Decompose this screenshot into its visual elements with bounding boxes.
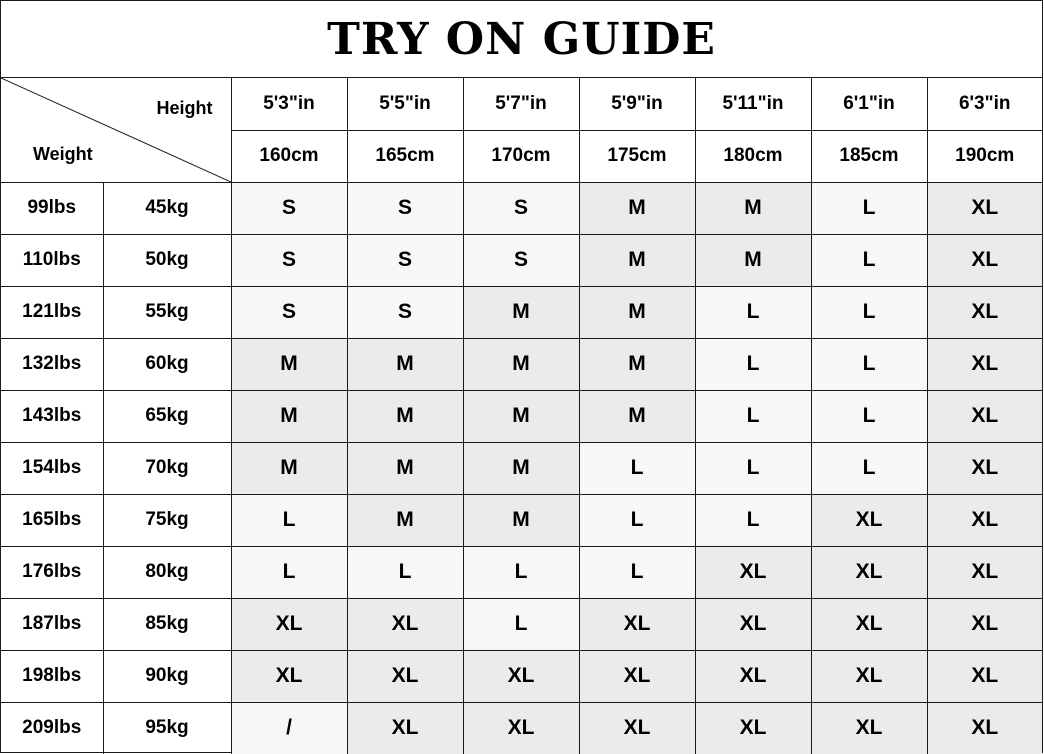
size-cell: L xyxy=(695,286,811,338)
size-cell: XL xyxy=(811,546,927,598)
size-cell: L xyxy=(579,546,695,598)
size-cell: M xyxy=(347,338,463,390)
weight-kg-cell: 90kg xyxy=(103,650,231,702)
size-cell: S xyxy=(347,234,463,286)
table-row xyxy=(1,650,1042,702)
size-cell: XL xyxy=(811,494,927,546)
size-cell: XL xyxy=(347,650,463,702)
weight-kg-cell: 45kg xyxy=(103,182,231,234)
size-cell: S xyxy=(231,182,347,234)
size-cell: L xyxy=(811,338,927,390)
table-row xyxy=(1,286,1042,338)
weight-kg-cell: 80kg xyxy=(103,546,231,598)
size-cell: XL xyxy=(579,650,695,702)
height-cm-cell: 170cm xyxy=(463,130,579,182)
size-cell: M xyxy=(347,494,463,546)
height-cm-cell: 160cm xyxy=(231,130,347,182)
size-cell: L xyxy=(579,494,695,546)
weight-kg-cell: 85kg xyxy=(103,598,231,650)
diagonal-divider xyxy=(1,78,231,182)
height-ft-cell: 5'9"in xyxy=(579,78,695,130)
size-cell: M xyxy=(579,338,695,390)
size-cell: M xyxy=(463,442,579,494)
table-row xyxy=(1,702,1042,754)
size-cell: XL xyxy=(695,546,811,598)
size-cell: XL xyxy=(927,598,1042,650)
height-ft-cell: 5'11"in xyxy=(695,78,811,130)
size-cell: XL xyxy=(927,234,1042,286)
size-cell: L xyxy=(695,338,811,390)
weight-lbs-cell: 198lbs xyxy=(1,650,103,702)
size-cell: XL xyxy=(927,442,1042,494)
weight-kg-cell: 55kg xyxy=(103,286,231,338)
size-cell: XL xyxy=(695,650,811,702)
size-cell: XL xyxy=(811,650,927,702)
size-cell: M xyxy=(579,234,695,286)
size-table xyxy=(1,78,1042,754)
corner-header xyxy=(1,78,231,182)
size-cell: M xyxy=(347,442,463,494)
size-cell: L xyxy=(811,390,927,442)
size-cell: M xyxy=(463,390,579,442)
size-cell: L xyxy=(579,442,695,494)
height-cm-cell: 185cm xyxy=(811,130,927,182)
weight-kg-cell: 65kg xyxy=(103,390,231,442)
size-cell: XL xyxy=(231,650,347,702)
size-cell: XL xyxy=(927,390,1042,442)
size-cell: S xyxy=(463,182,579,234)
height-ft-row xyxy=(1,78,1042,130)
height-axis-label: Height xyxy=(156,98,213,118)
size-cell: M xyxy=(231,442,347,494)
table-row xyxy=(1,442,1042,494)
table-row xyxy=(1,598,1042,650)
size-cell: S xyxy=(231,234,347,286)
size-cell: S xyxy=(347,286,463,338)
height-ft-cell: 5'7"in xyxy=(463,78,579,130)
size-cell: M xyxy=(463,286,579,338)
height-cm-cell: 165cm xyxy=(347,130,463,182)
size-cell: XL xyxy=(231,598,347,650)
size-cell: XL xyxy=(579,702,695,754)
weight-axis-label: Weight xyxy=(33,144,93,164)
guide-title: TRY ON GUIDE xyxy=(1,1,1042,78)
size-table-body xyxy=(1,78,1042,754)
weight-lbs-cell: 209lbs xyxy=(1,702,103,754)
size-cell: XL xyxy=(695,598,811,650)
size-cell: M xyxy=(579,286,695,338)
weight-lbs-cell: 154lbs xyxy=(1,442,103,494)
weight-kg-cell: 60kg xyxy=(103,338,231,390)
size-cell: XL xyxy=(811,702,927,754)
size-cell: S xyxy=(347,182,463,234)
size-cell: L xyxy=(695,390,811,442)
size-cell: L xyxy=(695,442,811,494)
size-cell: L xyxy=(231,494,347,546)
weight-lbs-cell: 132lbs xyxy=(1,338,103,390)
weight-lbs-cell: 121lbs xyxy=(1,286,103,338)
height-ft-cell: 5'3"in xyxy=(231,78,347,130)
size-cell: XL xyxy=(463,650,579,702)
size-cell: L xyxy=(463,598,579,650)
size-cell: S xyxy=(231,286,347,338)
size-cell: M xyxy=(579,182,695,234)
size-cell: XL xyxy=(811,598,927,650)
table-row xyxy=(1,390,1042,442)
size-cell: L xyxy=(231,546,347,598)
height-ft-cell: 6'3"in xyxy=(927,78,1042,130)
weight-kg-cell: 70kg xyxy=(103,442,231,494)
size-cell: XL xyxy=(347,702,463,754)
table-row xyxy=(1,546,1042,598)
size-cell: S xyxy=(463,234,579,286)
size-cell: L xyxy=(811,286,927,338)
height-cm-cell: 175cm xyxy=(579,130,695,182)
table-row xyxy=(1,494,1042,546)
size-cell: XL xyxy=(927,286,1042,338)
size-cell: XL xyxy=(927,182,1042,234)
size-cell: XL xyxy=(347,598,463,650)
size-cell: L xyxy=(347,546,463,598)
size-cell: M xyxy=(695,234,811,286)
weight-lbs-cell: 99lbs xyxy=(1,182,103,234)
height-ft-cell: 6'1"in xyxy=(811,78,927,130)
size-cell: M xyxy=(231,338,347,390)
weight-lbs-cell: 176lbs xyxy=(1,546,103,598)
table-row xyxy=(1,234,1042,286)
table-row xyxy=(1,338,1042,390)
weight-kg-cell: 75kg xyxy=(103,494,231,546)
size-cell: L xyxy=(811,182,927,234)
size-cell: M xyxy=(463,494,579,546)
size-cell: XL xyxy=(463,702,579,754)
size-cell: XL xyxy=(927,650,1042,702)
height-cm-cell: 190cm xyxy=(927,130,1042,182)
size-cell: M xyxy=(347,390,463,442)
size-cell: / xyxy=(231,702,347,754)
weight-lbs-cell: 165lbs xyxy=(1,494,103,546)
size-cell: L xyxy=(811,234,927,286)
size-cell: XL xyxy=(927,702,1042,754)
size-cell: XL xyxy=(927,338,1042,390)
size-cell: M xyxy=(579,390,695,442)
size-cell: XL xyxy=(579,598,695,650)
height-ft-cell: 5'5"in xyxy=(347,78,463,130)
weight-kg-cell: 95kg xyxy=(103,702,231,754)
weight-kg-cell: 50kg xyxy=(103,234,231,286)
size-cell: M xyxy=(463,338,579,390)
size-cell: L xyxy=(811,442,927,494)
weight-lbs-cell: 187lbs xyxy=(1,598,103,650)
size-cell: M xyxy=(695,182,811,234)
size-cell: L xyxy=(695,494,811,546)
weight-lbs-cell: 110lbs xyxy=(1,234,103,286)
weight-lbs-cell: 143lbs xyxy=(1,390,103,442)
height-cm-cell: 180cm xyxy=(695,130,811,182)
size-cell: M xyxy=(231,390,347,442)
size-cell: L xyxy=(463,546,579,598)
size-cell: XL xyxy=(927,546,1042,598)
size-cell: XL xyxy=(695,702,811,754)
size-cell: XL xyxy=(927,494,1042,546)
table-row xyxy=(1,182,1042,234)
